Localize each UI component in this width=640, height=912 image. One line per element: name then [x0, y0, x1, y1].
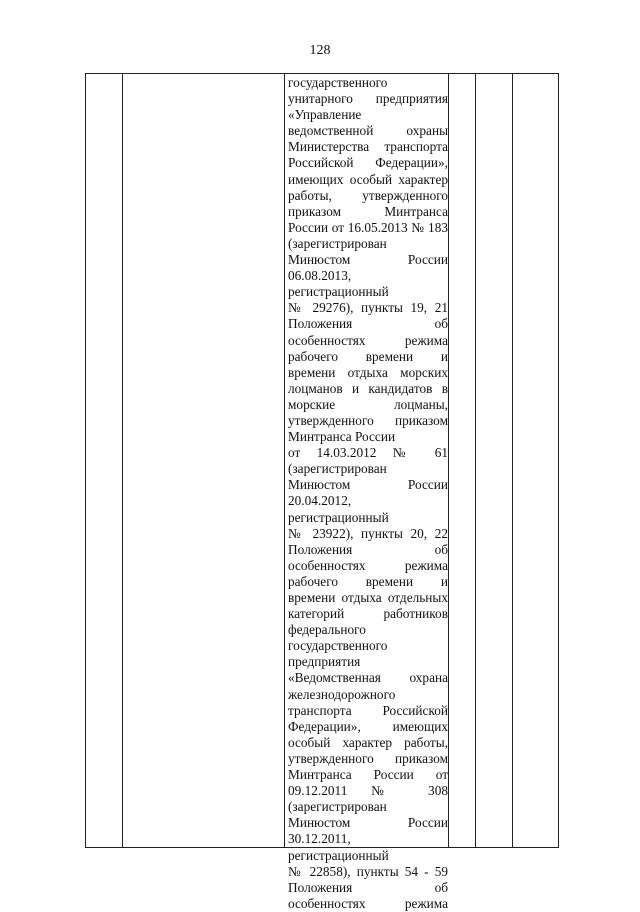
text-line: Положения об [288, 541, 448, 557]
text-line: государственного [288, 75, 388, 90]
document-table [85, 73, 559, 911]
text-line: Минюстом России [288, 815, 448, 831]
text-line: утвержденного приказом [288, 412, 448, 428]
text-line: транспорта Российской [288, 702, 448, 718]
table-column-divider [448, 74, 449, 847]
text-line: особенностях режима [288, 895, 448, 911]
text-line: особенностях режима [288, 332, 448, 348]
table-column-divider [475, 74, 476, 847]
table-column-divider [284, 74, 285, 847]
text-line: особенностях режима [288, 557, 448, 573]
text-line: Российской Федерации», [288, 155, 448, 171]
text-line: от 14.03.2012 № 61 [288, 445, 448, 461]
text-line: особый характер работы, [288, 734, 448, 750]
text-line: государственного [288, 638, 388, 654]
text-line: железнодорожного [288, 686, 396, 702]
text-line: 09.12.2011 № 308 [288, 783, 448, 799]
text-line: Минтранса России от [288, 767, 448, 783]
text-line: лоцманов и кандидатов в [288, 380, 448, 396]
text-line: № 29276), пункты 19, 21 [288, 300, 448, 316]
page-number: 128 [309, 43, 331, 58]
text-line: (зарегистрирован [288, 235, 387, 251]
text-line: 20.04.2012, [288, 493, 352, 509]
text-line: работы, утвержденного [288, 187, 448, 203]
text-line: Минтранса России [288, 429, 396, 445]
text-line: «Ведомственная охрана [288, 670, 448, 686]
text-line: категорий работников [288, 606, 448, 622]
text-line: «Управление [288, 107, 362, 123]
text-line: регистрационный [288, 284, 389, 300]
text-line: Положения об [288, 316, 448, 332]
text-line: (зарегистрирован [288, 799, 387, 815]
text-line: имеющих особый характер [288, 171, 448, 187]
text-line: утвержденного приказом [288, 750, 448, 766]
table-column-divider [512, 74, 513, 847]
text-line: времени отдыха морских [288, 364, 448, 380]
text-line: Федерации», имеющих [288, 718, 448, 734]
text-line: рабочего времени и [288, 573, 448, 589]
text-line: предприятия [288, 654, 361, 670]
text-line: Минюстом России [288, 477, 448, 493]
text-line: регистрационный [288, 509, 389, 525]
text-line: 30.12.2011, [288, 831, 351, 847]
text-line: времени отдыха отдельных [288, 590, 448, 605]
text-line: ведомственной охраны [288, 123, 448, 139]
text-line: № 23922), пункты 20, 22 [288, 525, 448, 541]
text-line: морские лоцманы, [288, 396, 448, 412]
legal-text-cell [288, 75, 448, 911]
text-line: Положения об [288, 879, 448, 895]
text-line: 06.08.2013, [288, 268, 352, 284]
table-column-divider [122, 74, 123, 847]
text-line: приказом Минтранса [288, 203, 448, 219]
text-line: рабочего времени и [288, 348, 448, 364]
text-line: унитарного предприятия [288, 91, 448, 107]
text-line: № 22858), пункты 54 - 59 [288, 863, 448, 879]
text-line: федерального [288, 622, 366, 638]
text-line: Министерства транспорта [288, 139, 448, 155]
text-line: регистрационный [288, 847, 389, 863]
text-line: (зарегистрирован [288, 461, 387, 477]
text-line: Минюстом России [288, 252, 448, 268]
text-line: России от 16.05.2013 № 183 [288, 219, 448, 235]
